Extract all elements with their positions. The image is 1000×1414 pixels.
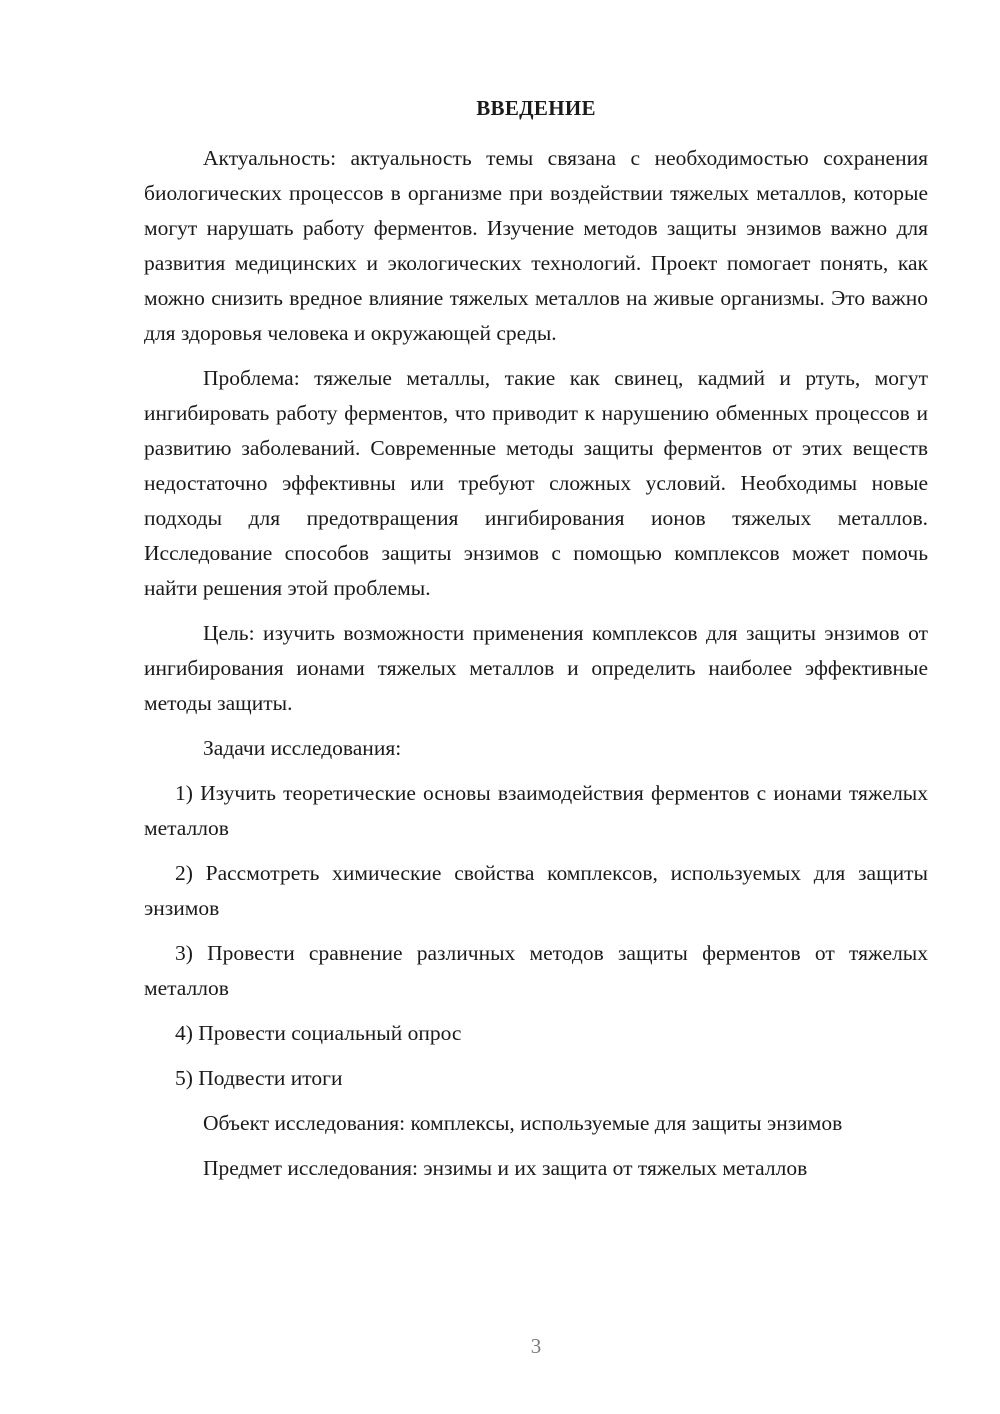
page-title: ВВЕДЕНИЕ <box>476 96 596 120</box>
task-item: 4) Провести социальный опрос <box>175 1021 462 1045</box>
task-item: 5) Подвести итоги <box>175 1066 343 1090</box>
task-item: 1) Изучить теоретические основы взаимодействия ферментов с ионами тяжелых металлов <box>144 781 928 840</box>
task-item: 2) Рассмотреть химические свойства комплексов, используемых для защиты энзимов <box>144 861 928 920</box>
task-item: 3) Провести сравнение различных методов защиты ферментов от тяжелых металлов <box>144 941 928 1000</box>
document-body <box>144 141 928 1196</box>
subject-paragraph: Предмет исследования: энзимы и их защита от тяжелых металлов <box>203 1156 808 1180</box>
goal-paragraph: Цель: изучить возможности применения комплексов для защиты энзимов от ингибирования ионами тяжелых металлов и определить наиболее эффективные методы защиты. <box>144 621 928 715</box>
object-paragraph: Объект исследования: комплексы, используемые для защиты энзимов <box>203 1111 843 1135</box>
tasks-heading: Задачи исследования: <box>203 736 402 760</box>
relevance-paragraph: Актуальность: актуальность темы связана с необходимостью сохранения биологических процессов в организме при воздействии тяжелых металлов, которые могут нарушать работу ферментов. Изучение методов защиты энзимов важно для развития медицинских и экологических технологий. Проект помогает понять, как можно снизить вредное влияние тяжелых металлов на живые организмы. Это важно для здоровья человека и окружающей среды. <box>144 146 928 345</box>
page-number: 3 <box>530 1334 542 1358</box>
problem-paragraph: Проблема: тяжелые металлы, такие как свинец, кадмий и ртуть, могут ингибировать работу ферментов, что приводит к нарушению обменных процессов и развитию заболеваний. Современные методы защиты ферментов от этих веществ недостаточно эффективны или требуют сложных условий. Необходимы новые подходы для предотвращения ингибирования ионов тяжелых металлов. Исследование способов защиты энзимов с помощью комплексов может помочь найти решения этой проблемы. <box>144 366 928 600</box>
